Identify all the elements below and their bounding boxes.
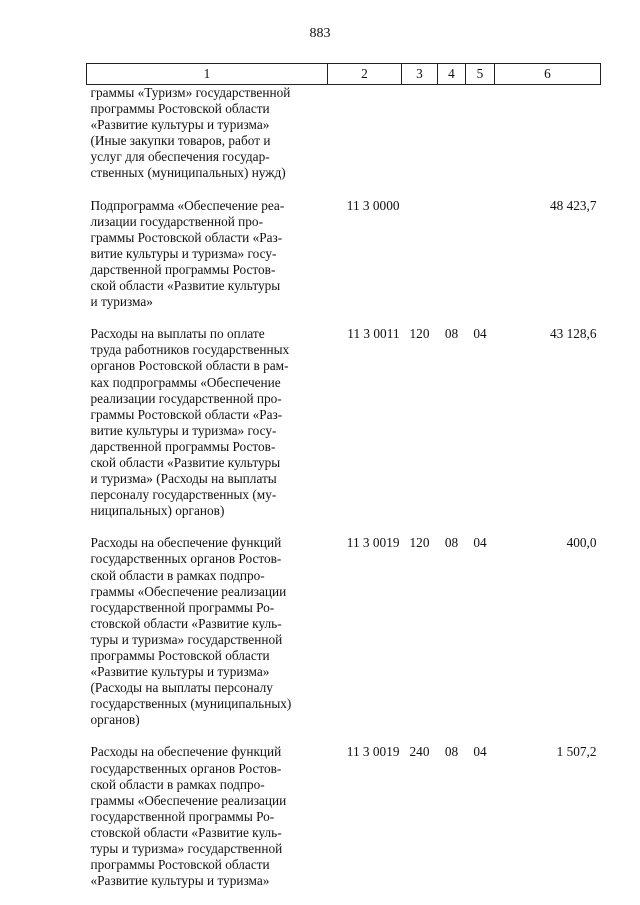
amount-cell [495,85,601,182]
description-line: «Развитие культуры и туризма» [90,664,270,680]
description-line: «Развитие культуры и туризма» [90,873,270,889]
header-row [87,64,601,85]
row-spacer-cell [87,182,601,198]
section-cell: 08 [444,744,459,760]
description-line: стовской области «Развитие куль- [90,615,282,631]
description-line: граммы Ростовской области «Раз- [90,229,283,245]
expense-type-cell [402,198,438,311]
description-line: Расходы на обеспечение функций [90,744,282,760]
expense-type-cell: 120 [409,326,430,342]
header-col-3: 3 [402,64,438,85]
description-line: дарственной программы Ростов- [90,261,276,277]
header-col-5: 5 [466,64,495,85]
row-spacer-cell [87,310,601,326]
description-line: граммы Ростовской области «Раз- [90,406,283,422]
description-line: (Расходы на выплаты персоналу [90,680,273,696]
description-line: государственной программы Ро- [90,808,275,824]
subsection-cell [466,198,495,311]
description-line: государственных (муниципальных) [90,696,292,712]
table-row [87,744,601,889]
description-line: «Развитие культуры и туризма» [90,117,270,133]
table-row [87,535,601,728]
description-line: туры и туризма» государственной [90,841,283,857]
amount-cell: 400,0 [566,535,597,551]
description-line: персоналу государственных (му- [90,487,277,503]
subsection-cell: 04 [473,326,487,342]
description-line: и туризма» (Расходы на выплаты [90,471,277,487]
row-spacer [87,182,601,198]
description-line: граммы «Обеспечение реализации [90,583,287,599]
description-line: ниципальных) органов) [90,503,225,519]
description-line: государственных органов Ростов- [90,551,282,567]
description-line: Расходы на обеспечение функций [90,535,282,551]
description-line: ках подпрограммы «Обеспечение [90,374,281,390]
header-col-6: 6 [495,64,601,85]
description-line: ской области в рамках подпро- [90,776,265,792]
description-line: витие культуры и туризма» госу- [90,245,277,261]
description-line: программы Ростовской области [90,648,270,663]
description-line: лизации государственной про- [90,213,264,229]
description-line: труда работников государственных [90,342,290,358]
row-spacer [87,310,601,326]
description-line: Расходы на выплаты по оплате [90,326,265,342]
description-line: государственных органов Ростов- [90,760,282,776]
header-col-1: 1 [87,64,328,85]
description-line: ственных (муниципальных) нужд) [90,165,286,181]
row-description [87,326,328,519]
target-article-cell: 11 3 0019 [346,744,400,760]
target-article-cell: 11 3 0019 [346,535,400,551]
description-line: (Иные закупки товаров, работ и [90,133,271,149]
description-line: граммы «Туризм» государственной [90,85,291,100]
description-line: реализации государственной про- [90,390,282,406]
description-line: ской области в рамках подпро- [90,567,265,583]
amount-cell: 1 507,2 [556,744,597,760]
description-line: органов Ростовской области в рам- [90,358,289,374]
amount-cell: 48 423,7 [549,197,597,213]
target-article-cell: 11 3 0000 [346,197,400,213]
header-col-4: 4 [438,64,466,85]
description-line: туры и туризма» государственной [90,631,283,647]
budget-table [86,63,601,889]
table-row [87,198,601,311]
table-row [87,85,601,182]
section-cell [438,85,466,182]
row-spacer [87,728,601,744]
description-line: граммы «Обеспечение реализации [90,792,287,808]
row-spacer-cell [87,519,601,535]
description-line: витие культуры и туризма» госу- [90,422,277,438]
description-line: дарственной программы Ростов- [90,438,276,454]
table-header [87,64,601,85]
row-description [87,535,328,728]
row-description [87,198,328,311]
description-line: ской области «Развитие культуры [90,278,281,294]
expense-type-cell: 120 [409,535,430,551]
section-cell: 08 [444,326,459,342]
header-col-2: 2 [328,64,402,85]
row-description [87,85,328,182]
subsection-cell: 04 [473,744,487,760]
description-line: стовской области «Развитие куль- [90,824,282,840]
target-article-cell: 11 3 0011 [347,326,400,342]
table-row [87,326,601,519]
description-line: органов) [90,712,140,728]
description-line: программы Ростовской области [90,101,270,117]
description-line: и туризма» [90,294,153,310]
section-cell: 08 [444,535,459,551]
expense-type-cell [402,85,438,182]
page-number: 883 [309,26,331,41]
description-line: Подпрограмма «Обеспечение реа- [90,197,285,213]
expense-type-cell: 240 [409,744,430,760]
target-article-cell [328,85,402,182]
description-line: ской области «Развитие культуры [90,454,281,470]
description-line: программы Ростовской области [90,857,270,873]
subsection-cell: 04 [473,535,487,551]
row-description [87,744,328,889]
section-cell [438,198,466,311]
table-body [87,85,601,890]
row-spacer [87,519,601,535]
subsection-cell [466,85,495,182]
row-spacer-cell [87,728,601,744]
description-line: услуг для обеспечения государ- [90,149,270,165]
description-line: государственной программы Ро- [90,599,275,615]
amount-cell: 43 128,6 [549,326,597,342]
